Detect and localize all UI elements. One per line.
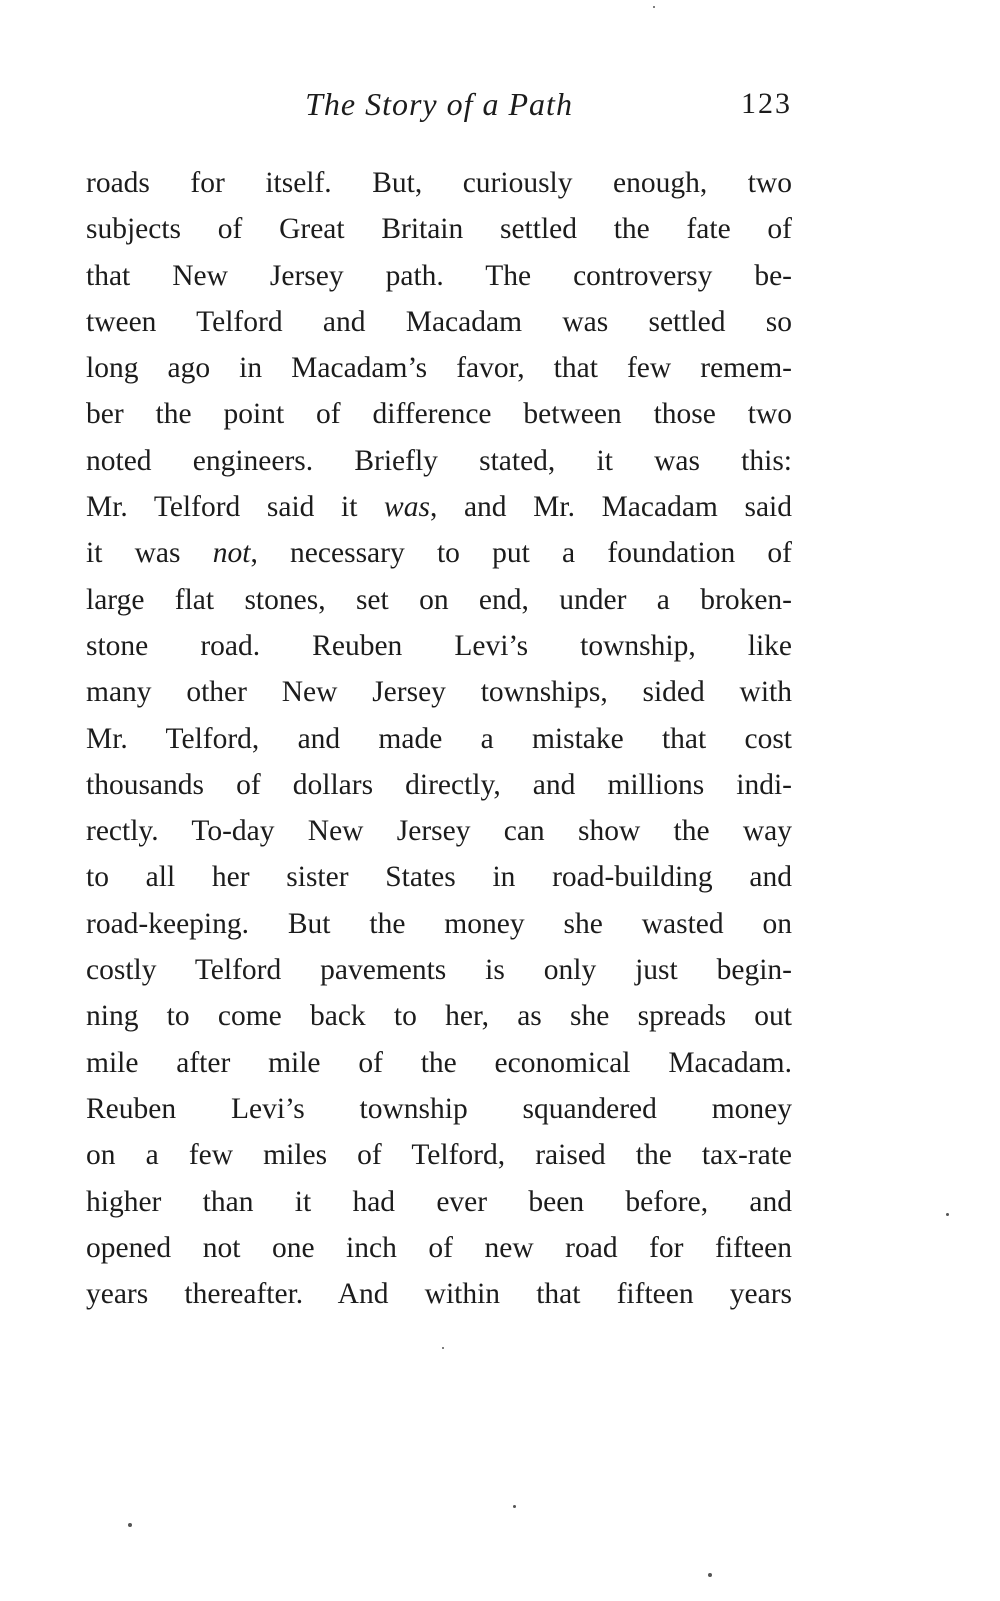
text-line: tween Telford and Macadam was settled so (86, 305, 792, 338)
text-line: thousands of dollars directly, and millions indi- (86, 768, 792, 801)
text-line: on a few miles of Telford, raised the tax-rate (86, 1139, 792, 1172)
text-line: rectly. To-day New Jersey can show the way (86, 815, 792, 848)
emphasized-word: not (212, 537, 251, 570)
text-line: noted engineers. Briefly stated, it was this: (86, 444, 792, 477)
text-line: roads for itself. But, curiously enough, two (86, 167, 792, 199)
text-fragment: it was (86, 537, 213, 570)
text-line: many other New Jersey townships, sided with (86, 676, 792, 709)
scan-speck (708, 1573, 712, 1577)
text-line: years thereafter. And within that fifteen years (86, 1278, 792, 1311)
text-line: that New Jersey path. The controversy be- (86, 259, 792, 292)
text-line: Mr. Telford, and made a mistake that cost (86, 722, 792, 755)
text-line: long ago in Macadam’s favor, that few remem- (86, 352, 792, 385)
text-line-with-emphasis (86, 530, 792, 576)
text-line: to all her sister States in road-building and (86, 861, 792, 894)
text-line: costly Telford pavements is only just begin- (86, 954, 792, 987)
scan-speck (653, 6, 655, 8)
body-text (86, 160, 792, 1317)
emphasized-word: was (384, 491, 430, 524)
text-line: stone road. Reuben Levi’s township, like (86, 629, 792, 662)
text-fragment: , and Mr. Macadam said (429, 491, 792, 524)
text-line: ber the point of difference between those two (86, 398, 792, 431)
text-line: subjects of Great Britain settled the fate of (86, 213, 792, 246)
text-fragment: Mr. Telford said it (86, 491, 385, 524)
text-line: mile after mile of the economical Macadam. (86, 1046, 792, 1079)
text-line: higher than it had ever been before, and (86, 1185, 792, 1218)
scan-speck (442, 1347, 444, 1349)
text-line: opened not one inch of new road for fifteen (86, 1231, 792, 1264)
page-number: 123 (741, 87, 792, 120)
text-fragment: , necessary to put a foundation of (250, 537, 792, 570)
scan-speck (128, 1523, 132, 1527)
scan-speck (513, 1505, 516, 1508)
scan-speck (946, 1213, 949, 1216)
text-line-with-emphasis (86, 484, 792, 530)
text-line: ning to come back to her, as she spreads out (86, 1000, 792, 1033)
text-line: large flat stones, set on end, under a broken- (86, 583, 792, 616)
running-head (86, 82, 792, 126)
text-line: road-keeping. But the money she wasted on (86, 907, 792, 940)
running-title: The Story of a Path (305, 86, 573, 122)
text-line: Reuben Levi’s township squandered money (86, 1092, 792, 1125)
